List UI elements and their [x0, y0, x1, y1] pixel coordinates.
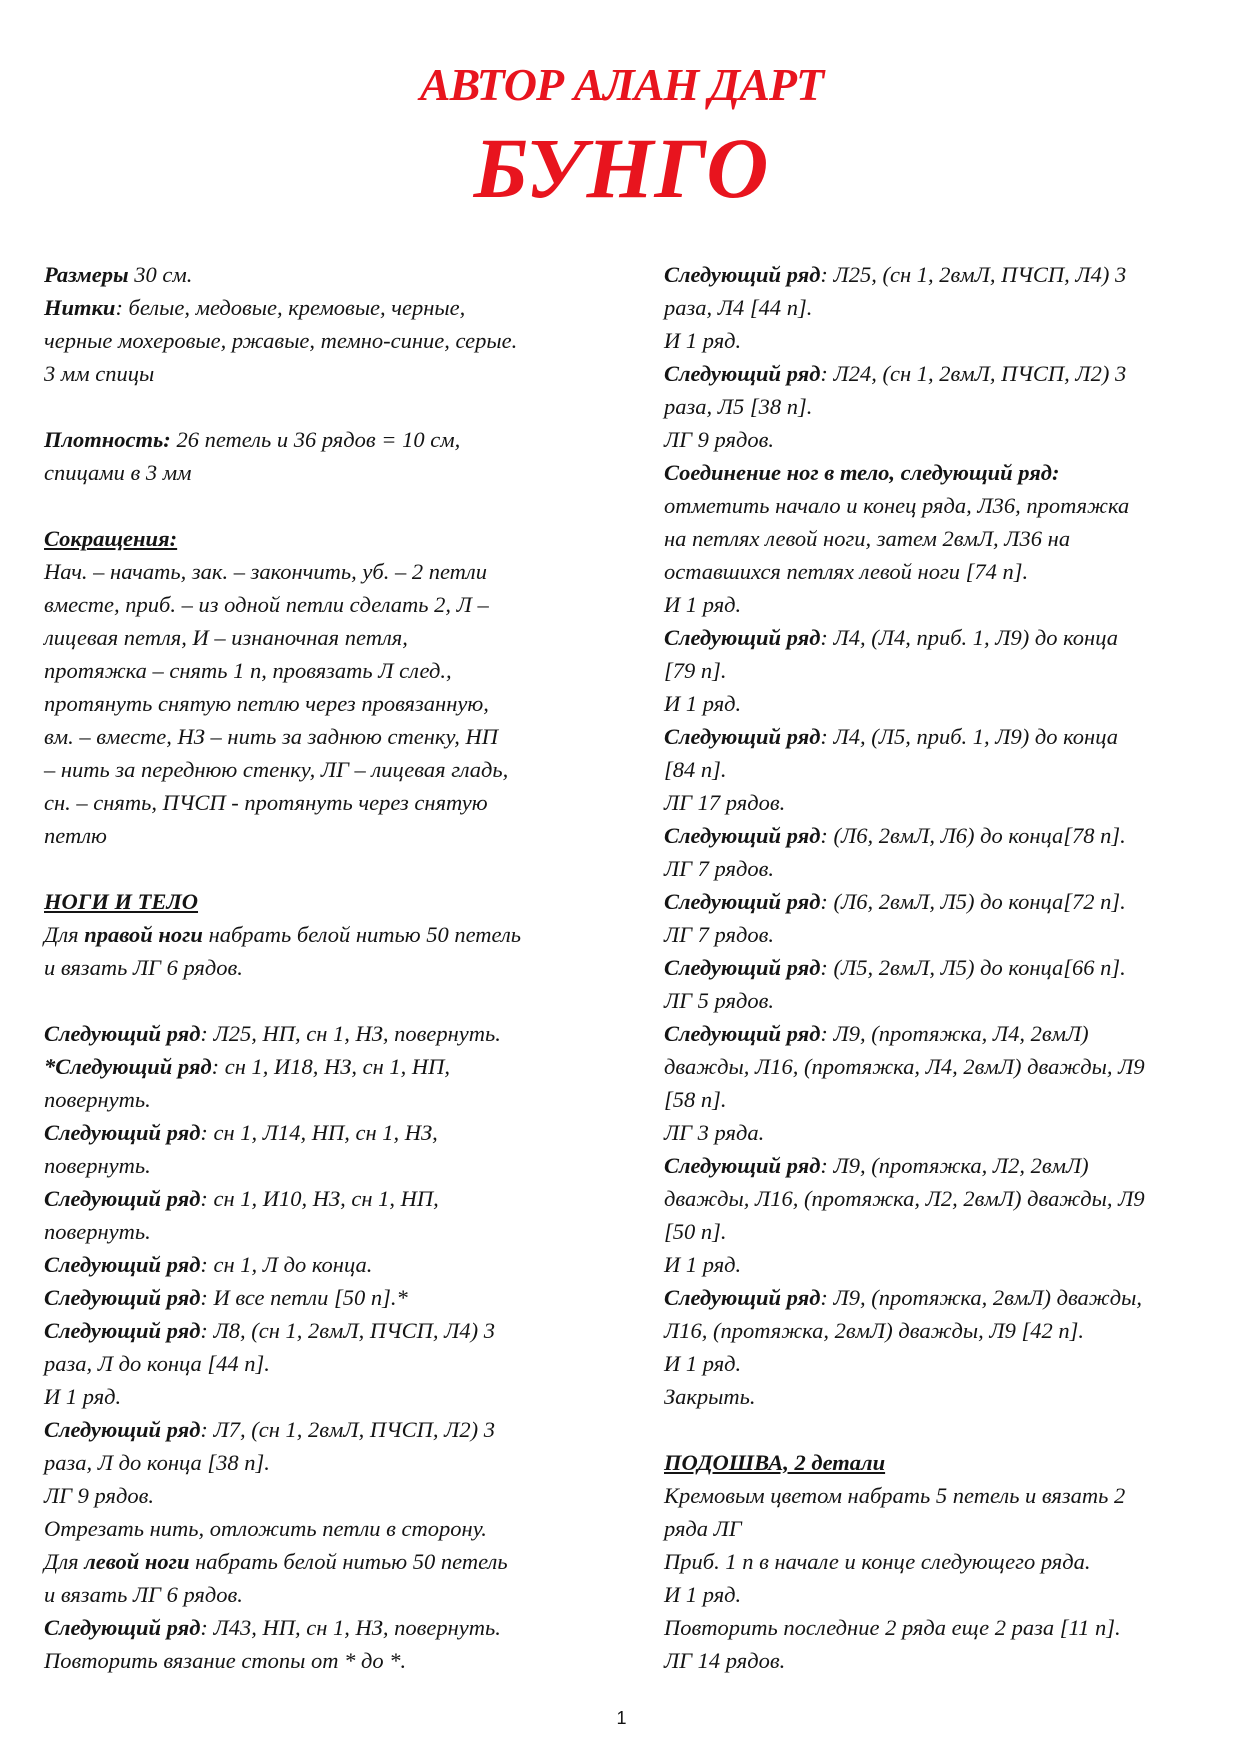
line-text: : Л24, (сн 1, 2вмЛ, ПЧСП, Л2) 3 — [820, 361, 1127, 386]
bold-label: Следующий ряд — [664, 361, 821, 386]
bold-label: Следующий ряд — [44, 1417, 201, 1442]
text-line: ряда ЛГ — [664, 1516, 742, 1541]
line-text: : Л25, НП, сн 1, НЗ, повернуть. — [200, 1021, 501, 1046]
text-line: повернуть. — [44, 1087, 151, 1112]
text-line: ЛГ 9 рядов. — [44, 1483, 154, 1508]
text-line: Отрезать нить, отложить петли в сторону. — [44, 1516, 487, 1541]
bold-label: Следующий ряд — [664, 1153, 821, 1178]
text-line: И 1 ряд. — [664, 1351, 742, 1376]
page-number: 1 — [616, 1708, 627, 1728]
text-line: Нач. – начать, зак. – закончить, уб. – 2 петли — [44, 559, 487, 584]
text-line: Приб. 1 п в начале и конце следующего ряда. — [664, 1549, 1091, 1574]
line-text: : сн 1, И18, НЗ, сн 1, НП, — [211, 1054, 451, 1079]
bold-label: Следующий ряд — [664, 889, 821, 914]
left-column — [44, 258, 604, 1677]
line-text: набрать белой нитью 50 петель — [189, 1549, 508, 1574]
section-heading: Сокращения: — [44, 526, 178, 551]
text-line: черные мохеровые, ржавые, темно-синие, серые. — [44, 328, 518, 353]
text-line: И 1 ряд. — [664, 592, 742, 617]
line-text: : (Л6, 2вмЛ, Л5) до конца[72 п]. — [820, 889, 1126, 914]
bold-label: Следующий ряд — [664, 625, 821, 650]
text-line: повернуть. — [44, 1219, 151, 1244]
text-line — [664, 621, 1204, 654]
text-line: вм. – вместе, НЗ – нить за заднюю стенку, НП — [44, 724, 499, 749]
bold-label: Следующий ряд — [44, 1021, 201, 1046]
text-line: Л16, (протяжка, 2вмЛ) дважды, Л9 [42 п]. — [664, 1318, 1085, 1343]
section-heading: ПОДОШВА, 2 детали — [664, 1450, 886, 1475]
right-column — [664, 258, 1204, 1677]
line-text: Для — [44, 1549, 85, 1574]
line-text: : Л9, (протяжка, Л4, 2вмЛ) — [820, 1021, 1089, 1046]
text-line — [664, 357, 1204, 390]
bold-label: Следующий ряд — [44, 1615, 201, 1640]
text-line — [44, 1017, 604, 1050]
text-line — [664, 819, 1204, 852]
bold-label: Следующий ряд — [664, 1285, 821, 1310]
text-line — [44, 258, 604, 291]
bold-label: Следующий ряд — [664, 1021, 821, 1046]
text-line: – нить за переднюю стенку, ЛГ – лицевая гладь, — [44, 757, 509, 782]
text-line: раза, Л до конца [38 п]. — [44, 1450, 270, 1475]
bold-label: Следующий ряд — [44, 1120, 201, 1145]
text-line — [664, 951, 1204, 984]
line-text: : (Л5, 2вмЛ, Л5) до конца[66 п]. — [820, 955, 1126, 980]
bold-label: Следующий ряд — [664, 823, 821, 848]
line-text: : Л4, (Л4, приб. 1, Л9) до конца — [820, 625, 1118, 650]
bold-label: Следующий ряд — [44, 1186, 201, 1211]
bold-label: Следующий ряд — [44, 1285, 201, 1310]
line-text: 30 см. — [128, 262, 193, 287]
text-line — [44, 1248, 604, 1281]
text-line: раза, Л5 [38 п]. — [664, 394, 813, 419]
bold-label: Следующий ряд — [664, 724, 821, 749]
bold-label: Нитки — [44, 295, 116, 320]
text-line: вместе, приб. – из одной петли сделать 2, Л – — [44, 592, 489, 617]
text-line: [58 п]. — [664, 1087, 727, 1112]
text-line — [664, 1149, 1204, 1182]
text-line — [664, 885, 1204, 918]
text-line: оставшихся петлях левой ноги [74 п]. — [664, 559, 1029, 584]
line-text: : (Л6, 2вмЛ, Л6) до конца[78 п]. — [820, 823, 1126, 848]
bold-label: *Следующий ряд — [44, 1054, 212, 1079]
text-line: [50 п]. — [664, 1219, 727, 1244]
text-line: Кремовым цветом набрать 5 петель и вязать 2 — [664, 1483, 1126, 1508]
text-line: ЛГ 14 рядов. — [664, 1648, 786, 1673]
line-text: : Л4, (Л5, приб. 1, Л9) до конца — [820, 724, 1118, 749]
line-text: : Л43, НП, сн 1, НЗ, повернуть. — [200, 1615, 501, 1640]
line-text: : И все петли [50 п].* — [200, 1285, 408, 1310]
line-text: : Л25, (сн 1, 2вмЛ, ПЧСП, Л4) 3 — [820, 262, 1127, 287]
line-text: : Л9, (протяжка, Л2, 2вмЛ) — [820, 1153, 1089, 1178]
text-line: и вязать ЛГ 6 рядов. — [44, 955, 243, 980]
line-text: : Л8, (сн 1, 2вмЛ, ПЧСП, Л4) 3 — [200, 1318, 495, 1343]
text-line: И 1 ряд. — [664, 1252, 742, 1277]
text-line: сн. – снять, ПЧСП - протянуть через снятую — [44, 790, 488, 815]
line-text: : Л7, (сн 1, 2вмЛ, ПЧСП, Л2) 3 — [200, 1417, 495, 1442]
text-line: И 1 ряд. — [664, 691, 742, 716]
text-line — [44, 1314, 604, 1347]
text-line: И 1 ряд. — [44, 1384, 122, 1409]
text-line: И 1 ряд. — [664, 1582, 742, 1607]
bold-label: Размеры — [44, 262, 129, 287]
text-line — [44, 1182, 604, 1215]
text-line — [44, 291, 604, 324]
text-line — [44, 1116, 604, 1149]
text-line: раза, Л до конца [44 п]. — [44, 1351, 270, 1376]
text-line: протяжка – снять 1 п, провязать Л след., — [44, 658, 452, 683]
text-line: ЛГ 5 рядов. — [664, 988, 774, 1013]
line-text: : сн 1, Л14, НП, сн 1, НЗ, — [200, 1120, 438, 1145]
text-line: [79 п]. — [664, 658, 727, 683]
text-line — [664, 258, 1204, 291]
text-line: ЛГ 7 рядов. — [664, 922, 774, 947]
text-line: дважды, Л16, (протяжка, Л2, 2вмЛ) дважды, Л9 — [664, 1186, 1145, 1211]
bold-label: Следующий ряд — [44, 1318, 201, 1343]
text-line: Закрыть. — [664, 1384, 756, 1409]
text-line: Повторить последние 2 ряда еще 2 раза [11 п]. — [664, 1615, 1121, 1640]
text-line: [84 п]. — [664, 757, 727, 782]
text-line: ЛГ 7 рядов. — [664, 856, 774, 881]
text-line: дважды, Л16, (протяжка, Л4, 2вмЛ) дважды, Л9 — [664, 1054, 1145, 1079]
text-line: Повторить вязание стопы от * до *. — [44, 1648, 407, 1673]
text-line — [44, 1281, 604, 1314]
text-line: ЛГ 17 рядов. — [664, 790, 786, 815]
line-text: : белые, медовые, кремовые, черные, — [115, 295, 466, 320]
text-line — [664, 1281, 1204, 1314]
bold-label: Следующий ряд — [44, 1252, 201, 1277]
text-line: раза, Л4 [44 п]. — [664, 295, 813, 320]
text-line — [664, 1017, 1204, 1050]
line-text: 26 петель и 36 рядов = 10 см, — [170, 427, 461, 452]
line-text: набрать белой нитью 50 петель — [202, 922, 522, 947]
pattern-title: БУНГО — [473, 120, 770, 216]
author-heading: АВТОР АЛАН ДАРТ — [419, 59, 824, 110]
text-line: и вязать ЛГ 6 рядов. — [44, 1582, 243, 1607]
text-line: И 1 ряд. — [664, 328, 742, 353]
bold-label: Следующий ряд — [664, 262, 821, 287]
text-line: отметить начало и конец ряда, Л36, протяжка — [664, 493, 1130, 518]
text-line — [44, 1611, 604, 1644]
text-line: Соединение ног в тело, следующий ряд: — [664, 460, 1060, 485]
text-line: ЛГ 3 ряда. — [664, 1120, 765, 1145]
text-line: протянуть снятую петлю через провязанную, — [44, 691, 489, 716]
text-line — [44, 423, 604, 456]
line-text: : Л9, (протяжка, 2вмЛ) дважды, — [820, 1285, 1142, 1310]
bold-label: левой ноги — [84, 1549, 190, 1574]
text-line: повернуть. — [44, 1153, 151, 1178]
bold-label: правой ноги — [84, 922, 203, 947]
text-line: 3 мм спицы — [44, 361, 155, 386]
line-text: : сн 1, Л до конца. — [200, 1252, 373, 1277]
text-line — [664, 720, 1204, 753]
text-line — [44, 1413, 604, 1446]
text-line: петлю — [44, 823, 107, 848]
line-text: : сн 1, И10, НЗ, сн 1, НП, — [200, 1186, 439, 1211]
text-line — [44, 1545, 604, 1578]
text-line: спицами в 3 мм — [44, 460, 192, 485]
section-heading: НОГИ И ТЕЛО — [44, 889, 199, 914]
bold-label: Плотность: — [44, 427, 171, 452]
text-line: лицевая петля, И – изнаночная петля, — [44, 625, 408, 650]
bold-label: Следующий ряд — [664, 955, 821, 980]
text-line — [44, 1050, 604, 1083]
text-line: на петлях левой ноги, затем 2вмЛ, Л36 на — [664, 526, 1071, 551]
text-line: ЛГ 9 рядов. — [664, 427, 774, 452]
text-line — [44, 918, 604, 951]
line-text: Для — [44, 922, 85, 947]
